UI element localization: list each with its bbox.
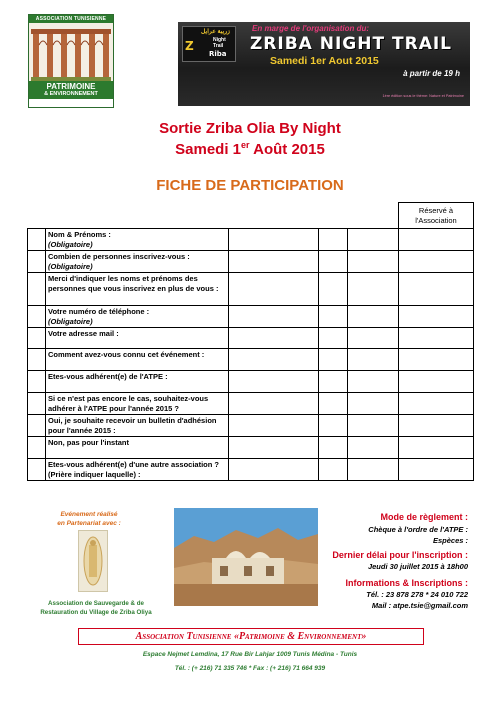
- form-field-label: Merci d'indiquer les noms et prénoms des personnes que vous inscrivez en plus de vous :: [48, 274, 219, 293]
- form-answer-cell[interactable]: [319, 437, 348, 459]
- form-field-label: Etes-vous adhérent(e) d'une autre association ? (Prière indiquer laquelle) :: [48, 460, 219, 479]
- banner-date: Samedi 1er Aout 2015: [270, 55, 379, 67]
- form-row-label: [46, 393, 229, 415]
- form-row-label: [46, 251, 229, 273]
- deadline-heading: Dernier délai pour l'inscription :: [332, 550, 468, 560]
- form-answer-cell[interactable]: [319, 251, 348, 273]
- logo-letter: Z: [185, 39, 194, 53]
- form-answer-cell[interactable]: [229, 393, 319, 415]
- form-answer-cell[interactable]: [319, 306, 348, 328]
- banner-time: à partir de 19 h: [403, 69, 460, 78]
- logo-title: PATRIMOINE: [29, 81, 113, 91]
- form-row: [28, 306, 474, 328]
- form-row-label: [46, 459, 229, 481]
- form-answer-cell[interactable]: [319, 273, 348, 306]
- footer-contact: [0, 665, 500, 672]
- form-row-index-cell: [28, 437, 46, 459]
- logo-sub-text: Riba: [209, 50, 227, 58]
- event-date-day: Samedi 1: [175, 141, 242, 158]
- event-date: [0, 140, 500, 158]
- form-field-label: Nom & Prénoms :: [48, 230, 111, 239]
- form-row-index-cell: [28, 251, 46, 273]
- form-answer-cell[interactable]: [229, 371, 319, 393]
- form-row: [28, 371, 474, 393]
- form-reserve-cell[interactable]: [399, 328, 474, 349]
- partner-text-1: Evénement réalisé: [60, 511, 118, 518]
- partner-logo: [78, 530, 108, 592]
- form-answer-cell[interactable]: [319, 415, 348, 437]
- logo-arabic-text: زريبة عرايل: [201, 29, 230, 35]
- village-landscape-image: [174, 508, 318, 606]
- form-answer-cell[interactable]: [229, 415, 319, 437]
- event-date-month: Août 2015: [249, 141, 325, 158]
- form-row-label: [46, 415, 229, 437]
- form-field-label: Votre numéro de téléphone :: [48, 307, 150, 316]
- form-answer-cell[interactable]: [348, 349, 399, 371]
- form-title: FICHE DE PARTICIPATION: [156, 177, 344, 194]
- form-answer-cell[interactable]: [229, 273, 319, 306]
- form-field-required-note: (Obligatoire): [48, 261, 93, 271]
- form-answer-cell[interactable]: [319, 459, 348, 481]
- form-answer-cell[interactable]: [348, 393, 399, 415]
- form-field-label: Non, pas pour l'instant: [48, 438, 129, 447]
- form-answer-cell[interactable]: [319, 229, 348, 251]
- event-date-sup: er: [241, 140, 250, 150]
- partner-name: [34, 600, 158, 617]
- partner-emblem-icon: [79, 531, 107, 591]
- form-answer-cell[interactable]: [348, 328, 399, 349]
- payment-heading: Mode de règlement :: [380, 512, 468, 522]
- form-answer-cell[interactable]: [348, 371, 399, 393]
- form-field-label: Comment avez-vous connu cet événement :: [48, 350, 205, 359]
- reserve-header: Réservé à l'Association: [399, 203, 474, 229]
- form-reserve-cell[interactable]: [399, 251, 474, 273]
- form-row: [28, 273, 474, 306]
- form-row: [28, 459, 474, 481]
- event-title: Sortie Zriba Olia By Night: [159, 120, 341, 137]
- form-answer-cell[interactable]: [319, 328, 348, 349]
- logo-night-trail: Night Trail: [213, 37, 226, 49]
- form-row-label: [46, 328, 229, 349]
- logo-subtitle: & ENVIRONNEMENT: [29, 91, 113, 99]
- form-answer-cell[interactable]: [229, 459, 319, 481]
- partner-name-1: Association de Sauvegarde & de: [48, 600, 144, 607]
- form-answer-cell[interactable]: [319, 393, 348, 415]
- form-reserve-cell[interactable]: [399, 229, 474, 251]
- form-row: [28, 328, 474, 349]
- form-row-label: [46, 229, 229, 251]
- payment-cash: Espèces :: [432, 536, 468, 545]
- form-reserve-cell[interactable]: [399, 273, 474, 306]
- footer-org-name: Association Tunisienne «Patrimoine & Environnement»: [135, 631, 367, 642]
- form-answer-cell[interactable]: [348, 229, 399, 251]
- form-reserve-cell[interactable]: [399, 437, 474, 459]
- form-answer-cell[interactable]: [229, 437, 319, 459]
- village-photo: [174, 508, 318, 606]
- form-answer-cell[interactable]: [348, 251, 399, 273]
- form-answer-cell[interactable]: [348, 459, 399, 481]
- participation-form-table: [27, 202, 474, 481]
- form-answer-cell[interactable]: [229, 306, 319, 328]
- form-reserve-cell[interactable]: [399, 459, 474, 481]
- info-email: Mail : atpe.tsie@gmail.com: [371, 601, 468, 610]
- deadline-date: Jeudi 30 juillet 2015 à 18h00: [367, 562, 468, 571]
- form-reserve-cell[interactable]: [399, 371, 474, 393]
- footer-organization: [78, 628, 424, 645]
- form-reserve-cell[interactable]: [399, 349, 474, 371]
- form-row-index-cell: [28, 415, 46, 437]
- form-answer-cell[interactable]: [319, 371, 348, 393]
- form-field-required-note: (Obligatoire): [48, 239, 93, 249]
- form-answer-cell[interactable]: [348, 306, 399, 328]
- banner-edition: 1ère édition sous le thème: Nature et Patrimoine: [382, 94, 464, 98]
- form-answer-cell[interactable]: [319, 349, 348, 371]
- form-row-index-cell: [28, 393, 46, 415]
- form-field-label: Etes-vous adhérent(e) de l'ATPE :: [48, 372, 168, 381]
- logo-top-text: ASSOCIATION TUNISIENNE: [29, 15, 113, 23]
- info-phone: Tél. : 23 878 278 * 24 010 722: [366, 590, 468, 599]
- form-row-label: [46, 273, 229, 306]
- form-row: [28, 415, 474, 437]
- form-answer-cell[interactable]: [348, 273, 399, 306]
- partner-text: [40, 510, 138, 528]
- form-row-index-cell: [28, 349, 46, 371]
- form-row-label: [46, 349, 229, 371]
- footer-contact-text: Tél. : (+ 216) 71 335 746 * Fax : (+ 216) 71 664 939: [174, 665, 326, 672]
- form-answer-cell[interactable]: [348, 415, 399, 437]
- partner-name-2: Restauration du Village de Zriba Oliya: [40, 608, 152, 616]
- form-reserve-cell[interactable]: [399, 393, 474, 415]
- form-row: [28, 229, 474, 251]
- form-row-index-cell: [28, 371, 46, 393]
- form-row: [28, 251, 474, 273]
- form-row-label: [46, 306, 229, 328]
- form-answer-cell[interactable]: [229, 251, 319, 273]
- form-reserve-cell[interactable]: [399, 415, 474, 437]
- banner-intro: En marge de l'organisation du:: [252, 24, 370, 33]
- form-row-index-cell: [28, 306, 46, 328]
- form-reserve-cell[interactable]: [399, 306, 474, 328]
- form-row-index-cell: [28, 273, 46, 306]
- payment-cheque: Chèque à l'ordre de l'ATPE :: [368, 525, 468, 534]
- association-logo: [28, 14, 114, 108]
- form-field-label: Combien de personnes inscrivez-vous :: [48, 252, 190, 261]
- form-field-label: Si ce n'est pas encore le cas, souhaitez-vous adhérer à l'ATPE pour l'année 2015 ?: [48, 394, 209, 413]
- form-field-required-note: (Obligatoire): [48, 316, 93, 326]
- form-answer-cell[interactable]: [229, 349, 319, 371]
- form-answer-cell[interactable]: [229, 328, 319, 349]
- form-field-label: Votre adresse mail :: [48, 329, 119, 338]
- partner-text-2: en Partenariat avec :: [57, 520, 121, 527]
- footer-address-text: Espace Nejmet Lemdina, 17 Rue Bir Lahjar 1009 Tunis Médina - Tunis: [142, 651, 358, 658]
- form-answer-cell[interactable]: [348, 437, 399, 459]
- footer-address: [0, 651, 500, 658]
- form-row-index-cell: [28, 459, 46, 481]
- zriba-night-trail-logo: [182, 26, 236, 62]
- form-row: [28, 393, 474, 415]
- event-banner: [178, 22, 470, 106]
- form-row-index-cell: [28, 229, 46, 251]
- form-row-label: [46, 371, 229, 393]
- form-row: [28, 437, 474, 459]
- info-heading: Informations & Inscriptions :: [345, 578, 468, 588]
- form-row: [28, 349, 474, 371]
- form-row-index-cell: [28, 328, 46, 349]
- form-answer-cell[interactable]: [229, 229, 319, 251]
- form-field-label: Oui, je souhaite recevoir un bulletin d'adhésion pour l'année 2015 :: [48, 416, 217, 435]
- aqueduct-icon: [29, 23, 113, 81]
- form-row-label: [46, 437, 229, 459]
- banner-title: ZRIBA NIGHT TRAIL: [249, 34, 453, 54]
